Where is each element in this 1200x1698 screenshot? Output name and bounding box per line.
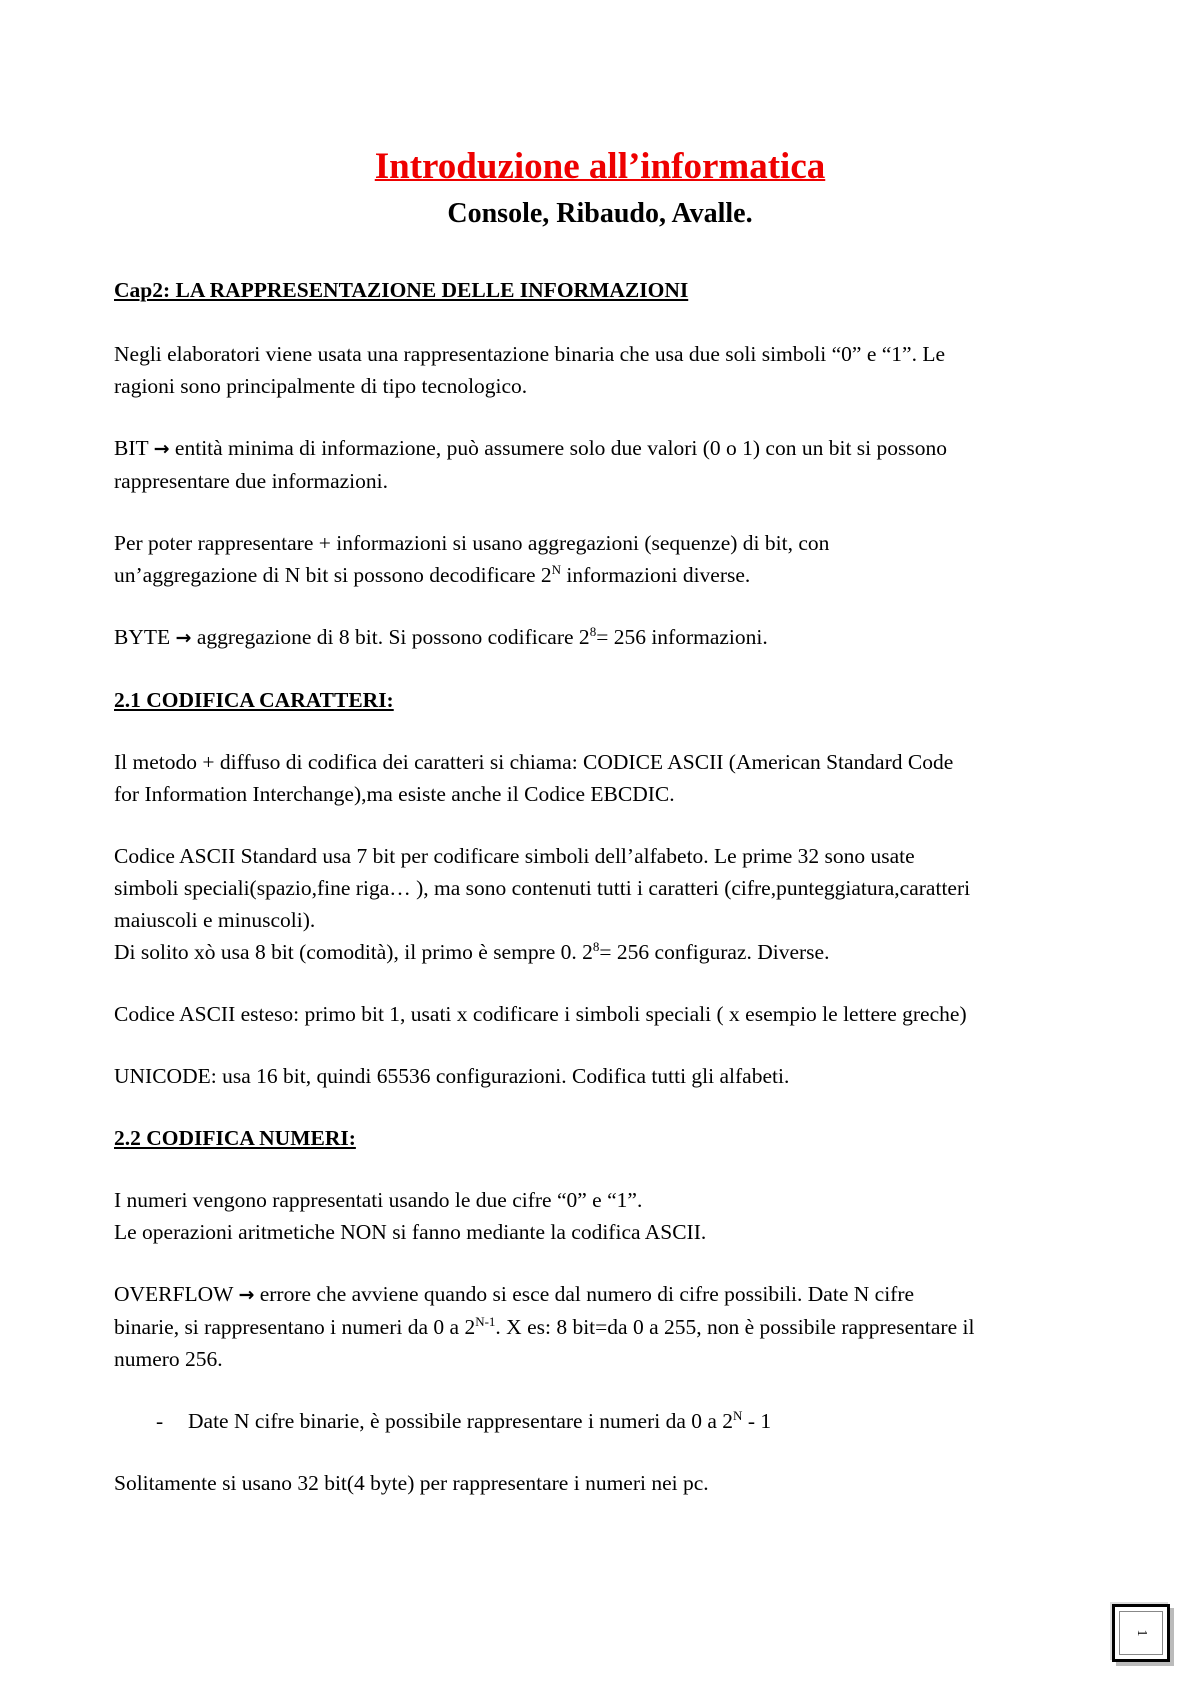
arrow-icon: → (175, 627, 192, 649)
ascii-intro-paragraph (114, 746, 1094, 810)
paragraph-line: for Information Interchange),ma esiste anche il Codice EBCDIC. (114, 782, 675, 806)
aggregation-paragraph (114, 527, 1094, 591)
aggregation-text: informazioni diverse. (561, 563, 751, 587)
bit-text: rappresentare due informazioni. (114, 469, 388, 493)
superscript: 8 (592, 938, 600, 954)
aggregation-text: Per poter rappresentare + informazioni si usano aggregazioni (sequenze) di bit, con (114, 531, 830, 555)
paragraph-line: maiuscoli e minuscoli). (114, 908, 316, 932)
byte-text: aggregazione di 8 bit. Si possono codificare 2 (191, 625, 590, 649)
list-item (114, 1405, 1094, 1437)
superscript: N-1 (475, 1313, 496, 1329)
section-heading-2-2: 2.2 CODIFICA NUMERI: (114, 1126, 356, 1150)
intro-paragraph (114, 338, 1094, 402)
list-item-text (188, 1405, 771, 1437)
document-body (114, 274, 1094, 1499)
paragraph-line: binarie, si rappresentano i numeri da 0 a 2 (114, 1315, 476, 1339)
superscript: 8 (589, 623, 597, 639)
paragraph-line: I numeri vengono rappresentati usando le due cifre “0” e “1”. (114, 1188, 643, 1212)
list-item-text-part: Date N cifre binarie, è possibile rappresentare i numeri da 0 a 2 (188, 1409, 734, 1433)
bit-text: entità minima di informazione, può assumere solo due valori (0 o 1) con un bit si possono (169, 436, 947, 460)
overflow-paragraph (114, 1278, 1094, 1375)
byte-paragraph (114, 621, 1094, 654)
byte-term: BYTE (114, 625, 171, 649)
bit-term: BIT (114, 436, 149, 460)
superscript: N (733, 1407, 743, 1423)
numbers-paragraph (114, 1184, 1094, 1248)
ascii-extended-paragraph: Codice ASCII esteso: primo bit 1, usati x codificare i simboli speciali ( x esempio le lettere greche) (114, 1002, 967, 1026)
document-authors: Console, Ribaudo, Avalle. (447, 198, 753, 229)
document-title: Introduzione all’informatica (374, 146, 826, 187)
arrow-icon: → (238, 1284, 255, 1306)
list-item-text-part: - 1 (742, 1409, 772, 1433)
intro-line: ragioni sono principalmente di tipo tecnologico. (114, 374, 528, 398)
paragraph-line: Le operazioni aritmetiche NON si fanno mediante la codifica ASCII. (114, 1220, 707, 1244)
final-paragraph: Solitamente si usano 32 bit(4 byte) per rappresentare i numeri nei pc. (114, 1471, 709, 1495)
page-number: 1 (1134, 1629, 1149, 1637)
paragraph-line: Codice ASCII Standard usa 7 bit per codificare simboli dell’alfabeto. Le prime 32 sono usate (114, 844, 915, 868)
intro-line: Negli elaboratori viene usata una rappresentazione binaria che usa due soli simboli “0” e “1”. Le (114, 342, 945, 366)
unicode-paragraph: UNICODE: usa 16 bit, quindi 65536 configurazioni. Codifica tutti gli alfabeti. (114, 1064, 790, 1088)
paragraph-line: Di solito xò usa 8 bit (comodità), il primo è sempre 0. 2 (114, 940, 593, 964)
superscript: N (551, 561, 562, 577)
overflow-term: OVERFLOW (114, 1282, 234, 1306)
chapter-heading: Cap2: LA RAPPRESENTAZIONE DELLE INFORMAZIONI (114, 278, 689, 302)
paragraph-line: . X es: 8 bit=da 0 a 255, non è possibile rappresentare il (495, 1315, 975, 1339)
paragraph-line: simboli speciali(spazio,fine riga… ), ma sono contenuti tutti i caratteri (cifre,punteggiatura,caratteri (114, 876, 971, 900)
section-heading-2-1: 2.1 CODIFICA CARATTERI: (114, 688, 394, 712)
ascii-standard-paragraph (114, 840, 1094, 968)
bit-paragraph (114, 432, 1094, 497)
arrow-icon: → (153, 438, 170, 460)
paragraph-line: Il metodo + diffuso di codifica dei caratteri si chiama: CODICE ASCII (American Standard Code (114, 750, 954, 774)
paragraph-line: numero 256. (114, 1347, 223, 1371)
aggregation-text: un’aggregazione di N bit si possono decodificare 2 (114, 563, 552, 587)
paragraph-line: errore che avviene quando si esce dal numero di cifre possibili. Date N cifre (254, 1282, 915, 1306)
bullet-dash: - (156, 1409, 164, 1433)
page-number-box (1112, 1604, 1170, 1662)
paragraph-line: = 256 configuraz. Diverse. (599, 940, 830, 964)
byte-text: = 256 informazioni. (596, 625, 768, 649)
